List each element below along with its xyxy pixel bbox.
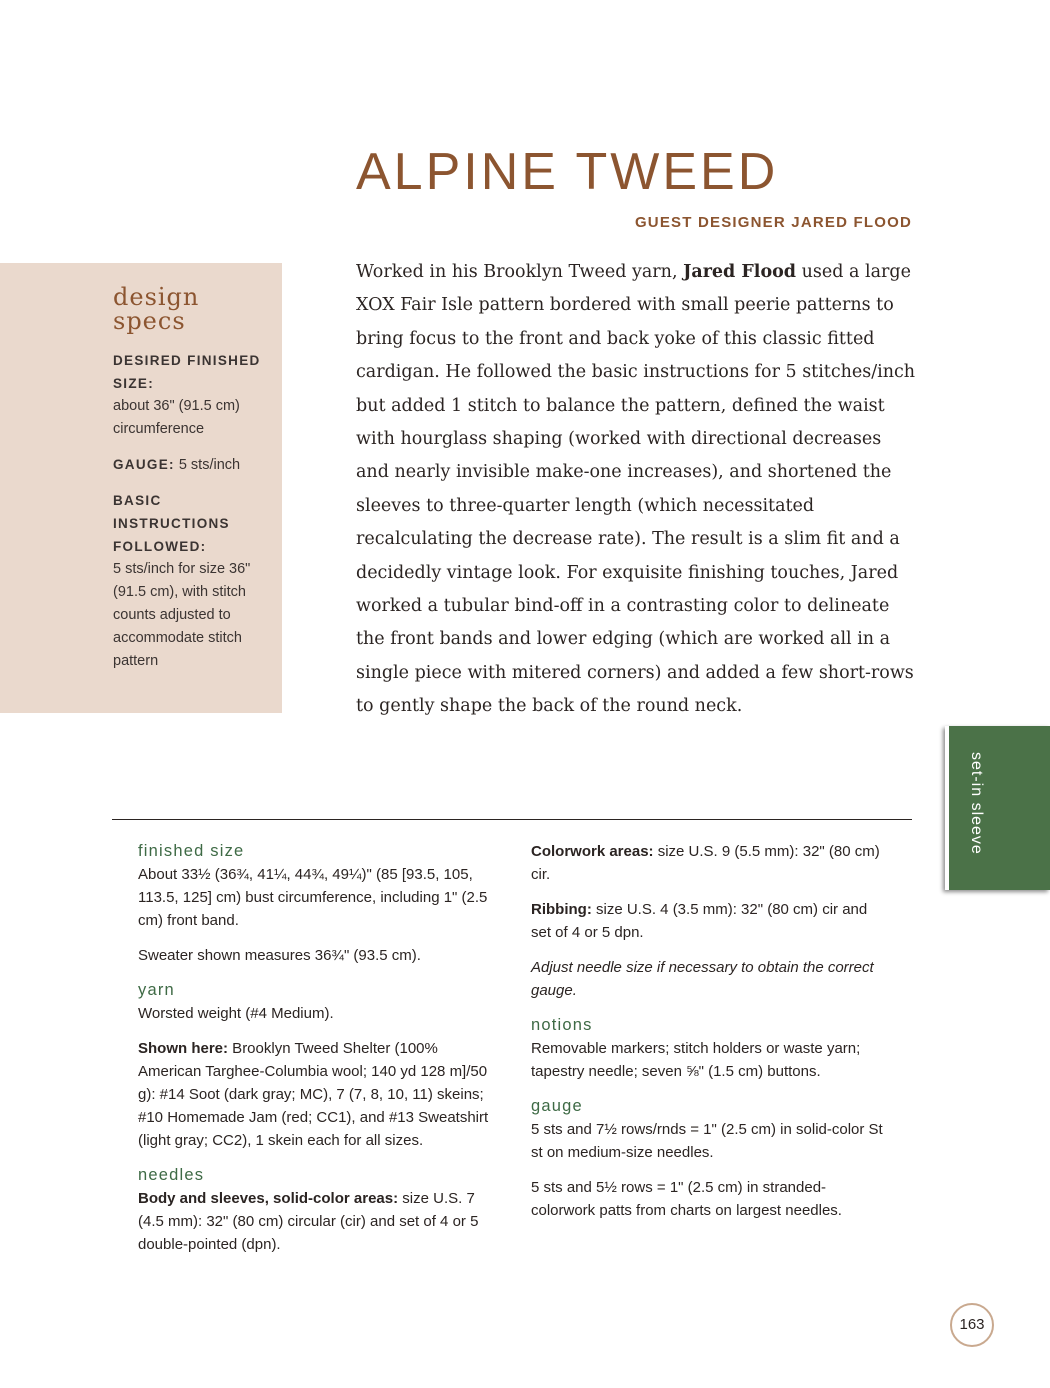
chapter-tab — [945, 726, 1050, 890]
materials-column-left — [138, 840, 493, 1268]
yarn-shown-here — [138, 1037, 493, 1152]
spec-gauge-label: GAUGE: — [113, 457, 175, 472]
needles-colorwork-text — [531, 840, 886, 886]
notions-heading: notions — [531, 1016, 593, 1034]
design-specs-sidebar — [0, 263, 282, 713]
chapter-tab-label: set-in sleeve — [968, 752, 985, 855]
intro-paragraph — [356, 256, 916, 724]
finished-size-section — [138, 840, 493, 967]
needles-body-value: size U.S. 7 (4.5 mm): 32" (80 cm) circular (cir) and set of 4 or 5 double-pointed (dpn). — [138, 1190, 479, 1253]
intro-text-start: Worked in his Brooklyn Tweed yarn, — [356, 262, 684, 282]
page-number: 163 — [950, 1303, 994, 1347]
gauge-text-solid: 5 sts and 7½ rows/rnds = 1" (2.5 cm) in solid-color St st on medium-size needles. — [531, 1121, 883, 1161]
spec-basic-instructions — [113, 489, 262, 673]
needles-body-text — [138, 1187, 493, 1256]
design-specs-heading-line2: specs — [113, 307, 186, 335]
designer-credit: GUEST DESIGNER JARED FLOOD — [634, 214, 912, 231]
needles-colorwork-value: size U.S. 9 (5.5 mm): 32" (80 cm) cir. — [531, 843, 880, 883]
needles-adjust-note — [531, 956, 886, 1002]
yarn-shown-label: Shown here: — [138, 1040, 229, 1057]
needles-ribbing-value: size U.S. 4 (3.5 mm): 32" (80 cm) cir and set of 4 or 5 dpn. — [531, 901, 868, 941]
spec-basic-value: 5 sts/inch for size 36" (91.5 cm), with stitch counts adjusted to accommodate stitch pattern — [113, 561, 251, 669]
needles-heading: needles — [138, 1166, 205, 1184]
spec-desired-size-value: about 36" (91.5 cm) circumference — [113, 398, 240, 437]
yarn-weight-text: Worsted weight (#4 Medium). — [138, 1005, 334, 1022]
gauge-text-stranded: 5 sts and 5½ rows = 1" (2.5 cm) in stranded-colorwork patts from charts on largest needles. — [531, 1179, 842, 1219]
gauge-section — [531, 1095, 886, 1222]
needles-ribbing-text — [531, 898, 886, 944]
finished-size-heading: finished size — [138, 842, 245, 860]
intro-designer-name: Jared Flood — [683, 262, 797, 282]
design-specs-heading-line1: design — [113, 283, 200, 311]
design-specs-heading — [113, 285, 262, 333]
materials-column-right — [531, 840, 886, 1234]
spec-desired-size-label: DESIRED FINISHED SIZE: — [113, 353, 261, 391]
section-divider — [112, 819, 912, 820]
page-title: ALPINE TWEED — [356, 143, 779, 201]
intro-text-rest: used a large XOX Fair Isle pattern bordered with small peerie patterns to bring focus to the front and back yoke of this classic fitted cardigan. He followed the basic instructions for 5 stitches/inch but added 1 stitch to balance the pattern, defined the waist with hourglass shaping (worked with directional decreases and nearly invisible make-one increases), and shortened the sleeves to three-quarter length (which necessitated recalculating the decrease rate). The result is a slim fit and a decidedly vintage look. For exquisite finishing touches, Jared worked a tubular bind-off in a contrasting color to delineate the front bands and lower edging (which are worked all in a single piece with mitered corners) and added a few short-rows to gently shape the back of the round neck. — [356, 262, 916, 717]
spec-basic-label: BASIC INSTRUCTIONS FOLLOWED: — [113, 493, 230, 554]
sweater-shown-text: Sweater shown measures 36¾" (93.5 cm). — [138, 947, 421, 964]
needles-adjust-text: Adjust needle size if necessary to obtain the correct gauge. — [531, 959, 874, 999]
needles-colorwork-label: Colorwork areas: — [531, 843, 654, 860]
yarn-heading: yarn — [138, 981, 175, 999]
spec-gauge — [113, 453, 262, 477]
spec-desired-size — [113, 349, 262, 441]
needles-body-label: Body and sleeves, solid-color areas: — [138, 1190, 399, 1207]
yarn-shown-text: Brooklyn Tweed Shelter (100% American Targhee-Columbia wool; 140 yd 128 m]/50 g): #14 Soot (dark gray; MC), 7 (7, 8, 10, 11) skeins; #10 Homemade Jam (red; CC1), and #13 Sweatshirt (light gray; CC2), 1 skein each for all sizes. — [138, 1040, 489, 1149]
needles-ribbing-label: Ribbing: — [531, 901, 592, 918]
finished-size-text: About 33½ (36¾, 41¼, 44¾, 49¼)" (85 [93.5, 105, 113.5, 125] cm) bust circumference, including 1" (2.5 cm) front band. — [138, 866, 488, 929]
needles-section — [138, 1164, 493, 1256]
notions-section — [531, 1014, 886, 1083]
notions-text: Removable markers; stitch holders or waste yarn; tapestry needle; seven ⅝" (1.5 cm) buttons. — [531, 1040, 861, 1080]
spec-gauge-value: 5 sts/inch — [178, 457, 241, 473]
gauge-heading: gauge — [531, 1097, 583, 1115]
yarn-section — [138, 979, 493, 1152]
